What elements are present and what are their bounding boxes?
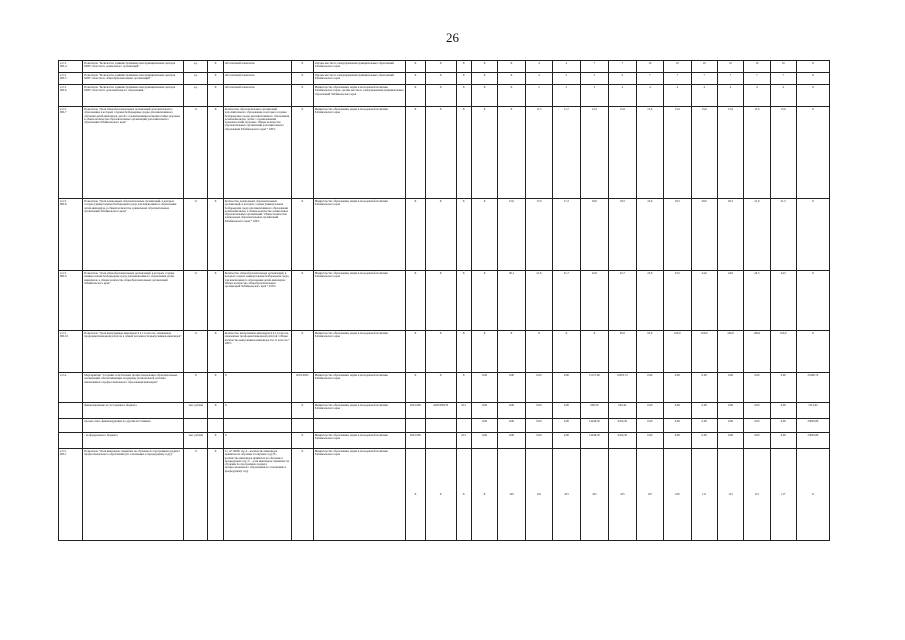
table-row xyxy=(59,107,830,199)
row-responsible: Министерство образования, науки и молодежной политики Забайкальского края, органы местного самоуправления муниципальных образований Забайкальского края xyxy=(313,85,405,107)
row-value: 24,0 xyxy=(691,271,717,331)
row-value: X xyxy=(553,331,580,373)
row-value: 0,00 xyxy=(498,433,525,449)
row-unit xyxy=(184,419,208,433)
row-unit: ед. xyxy=(184,85,208,107)
row-value xyxy=(406,419,426,433)
row-value: X xyxy=(456,61,471,73)
row-value: 603,42 xyxy=(609,403,636,419)
row-period: 2018-2025 xyxy=(291,373,313,403)
row-value: 2 xyxy=(525,85,552,107)
table-row xyxy=(59,61,830,73)
table-row xyxy=(59,85,830,107)
row-value: 20,5 xyxy=(717,199,743,271)
row-value: 15,6 xyxy=(636,107,663,199)
row-value: X xyxy=(425,199,456,271)
row-value: X xyxy=(456,449,471,541)
table-row xyxy=(59,449,830,541)
row-value: 0,00 xyxy=(525,373,552,403)
row-name: Показатель "Количество административных или муниципальных центров МПУ областного общеобразовательных организаций" xyxy=(83,73,184,85)
row-value: X xyxy=(406,449,426,541)
row-unit: % xyxy=(184,107,208,199)
row-value: X xyxy=(425,373,456,403)
row-value: 23695,80 xyxy=(796,433,829,449)
row-value: 0,00 xyxy=(664,419,691,433)
row-responsible: Органы местного самоуправления муниципальных образований Забайкальского края xyxy=(313,73,405,85)
row-value: 0,00 xyxy=(664,403,691,419)
row-name: Показатель "Количество административных или муниципальных центров МПУ областного дошкольного организаций" xyxy=(83,61,184,73)
row-value: 15,6 xyxy=(744,107,770,199)
row-value: 612 xyxy=(456,433,471,449)
row-value: 103 xyxy=(553,449,580,541)
row-value: 15,6 xyxy=(691,107,717,199)
row-value: 24,5 xyxy=(744,271,770,331)
row-period: X xyxy=(291,199,313,271)
row-value: 17,2 xyxy=(553,199,580,271)
row-value: 0,00 xyxy=(691,403,717,419)
row-value: 25206,72 xyxy=(796,373,829,403)
row-method: Количество общеобразовательных организаций, в которых создана универсальная безбарьерная среда, для инклюзивного образования детей-инвалидов / Общее количество общеобразовательных организаций Забайкальского края * 100% xyxy=(223,271,291,331)
row-unit: тыс. рублей xyxy=(184,433,208,449)
row-value: 0,00 xyxy=(553,433,580,449)
row-value: X xyxy=(456,107,471,199)
row-name: Показатель "Доля дошкольных образовательных организаций, в которых создана универсальная безбарьерная среда для инклюзивного образования детей-инвалидов, в общем количестве дошкольных образовательных организаций Забайкальского края" xyxy=(83,199,184,271)
row-unit: тыс. рублей xyxy=(184,403,208,419)
row-value: 0,00 xyxy=(770,373,796,403)
row-value: 10 xyxy=(636,61,663,73)
row-value: X xyxy=(796,73,829,85)
row-value: 15,0 xyxy=(498,199,525,271)
row-value: 0,00 xyxy=(770,433,796,449)
row-value: 1512,92 xyxy=(796,403,829,419)
row-value: 9452,30 xyxy=(609,419,636,433)
row-value: 0,00 xyxy=(498,419,525,433)
row-method: Количество выпускников-инвалидов 9 и 11 классов, охваченных профориентационной работой / Общее количество выпускников-инвалидов 9 и 11 классов * 100% xyxy=(223,331,291,373)
row-value: X xyxy=(796,107,829,199)
row-method xyxy=(223,419,291,433)
row-value: 105 xyxy=(580,449,609,541)
row-value: X xyxy=(525,331,552,373)
row-value: 4 xyxy=(770,85,796,107)
row-value: X xyxy=(425,73,456,85)
row-col-b: X xyxy=(208,85,223,107)
row-value: 0,00 xyxy=(664,373,691,403)
row-value: 107 xyxy=(636,449,663,541)
row-value: X xyxy=(425,449,456,541)
row-col-b: X xyxy=(208,199,223,271)
table-row xyxy=(59,433,830,449)
row-value: 10055,72 xyxy=(609,373,636,403)
row-method: X xyxy=(223,373,291,403)
row-responsible: Министерство образования, науки и молодежной политики Забайкальского края xyxy=(313,433,405,449)
row-period xyxy=(291,419,313,433)
row-value: X xyxy=(471,107,497,199)
row-value: 4 xyxy=(609,85,636,107)
row-value: X xyxy=(456,271,471,331)
row-value: 7 xyxy=(636,73,663,85)
row-responsible: Министерство образования, науки и молодежной политики Забайкальского края xyxy=(313,107,405,199)
row-method: X xyxy=(223,403,291,419)
row-name: Показатель "Доля общеобразовательных организаций дополнительного образования, в которых созданы безбарьерные среды для инклюзивного обучения детей-инвалидов, детей с ограниченными возможностями здоровья, в общем количестве образовательных организаций дополнительного образования Забайкальского края" xyxy=(83,107,184,199)
row-name: финансирование за счет краевого бюджета xyxy=(83,403,184,419)
row-value: 14,5 xyxy=(580,107,609,199)
row-unit: % xyxy=(184,271,208,331)
row-value: 0,00 xyxy=(717,433,743,449)
row-value: 18,0 xyxy=(580,199,609,271)
row-value: 6 xyxy=(609,73,636,85)
row-value: X xyxy=(471,271,497,331)
row-value: 2 xyxy=(553,85,580,107)
row-value: 0,00 xyxy=(717,373,743,403)
row-method: Количество образовательных организаций дополнительного образования, в которых созданы безбарьерные среды для инклюзивного образования детей-инвалидов, детей с ограниченными возможностями здоровья / Общее количество образовательных организаций дополнительного образования Забайкальского края * 100% xyxy=(223,107,291,199)
row-value: 0,00 xyxy=(770,419,796,433)
row-value xyxy=(425,433,456,449)
row-value: 19,5 xyxy=(664,199,691,271)
row-value: 4 xyxy=(553,61,580,73)
row-value: 22,0 xyxy=(580,271,609,331)
table-row xyxy=(59,331,830,373)
row-value: 7 xyxy=(691,73,717,85)
row-value: 11,5 xyxy=(525,107,552,199)
row-value: 4 xyxy=(525,61,552,73)
row-method: X xyxy=(223,433,291,449)
row-unit: % xyxy=(184,199,208,271)
row-value: 0,00 xyxy=(691,419,717,433)
row-value: 15,6 xyxy=(770,107,796,199)
row-value: 100 xyxy=(498,449,525,541)
row-value: X xyxy=(425,107,456,199)
row-value: X xyxy=(471,199,497,271)
row-value: 10 xyxy=(664,61,691,73)
row-value: X xyxy=(796,271,829,331)
row-period: X xyxy=(291,85,313,107)
row-responsible: Министерство образования, науки и молодежной политики Забайкальского края xyxy=(313,403,405,419)
row-col-b: X xyxy=(208,61,223,73)
row-value: X xyxy=(456,331,471,373)
row-name: Мероприятие "Создание сети базовых профессиональных образовательных организаций, обеспечивающих поддержку региональной системы инклюзивного профессионального образования инвалидов" xyxy=(83,373,184,403)
row-unit: % xyxy=(184,449,208,541)
row-value: X xyxy=(406,373,426,403)
row-responsible xyxy=(313,419,405,433)
row-value: 612 xyxy=(456,403,471,419)
row-value: 5 xyxy=(580,73,609,85)
row-value: 15157,00 xyxy=(580,373,609,403)
row-value: 17,0 xyxy=(525,199,552,271)
row-value xyxy=(425,419,456,433)
row-code: 2.2.3. ПП-8 xyxy=(59,199,83,271)
row-value: X xyxy=(471,61,497,73)
table-row xyxy=(59,419,830,433)
row-value: 0,00 xyxy=(525,419,552,433)
row-value: 0,00 xyxy=(471,373,497,403)
row-value: X xyxy=(406,271,426,331)
row-method: Абсолютный показатель xyxy=(223,73,291,85)
row-value: 21,6 xyxy=(525,271,552,331)
row-value: X xyxy=(471,85,497,107)
row-unit: ед. xyxy=(184,61,208,73)
row-responsible: Министерство образования, науки и молодежной политики Забайкальского края xyxy=(313,199,405,271)
row-value: 95,0 xyxy=(636,331,663,373)
row-value: 7 xyxy=(770,73,796,85)
row-value: 15,6 xyxy=(664,107,691,199)
table-row xyxy=(59,271,830,331)
row-value: X xyxy=(796,199,829,271)
row-value: 117 xyxy=(770,449,796,541)
row-value: X xyxy=(498,107,525,199)
row-value: 18,5 xyxy=(609,199,636,271)
row-name: Показатель "Доля инвалидов, принятых на обучение по программам среднего профессионального образования (по отношению к предыдущему году)" xyxy=(83,449,184,541)
row-value: X xyxy=(425,61,456,73)
row-responsible: Министерство образования, науки и молодежной политики Забайкальского края xyxy=(313,449,405,541)
row-value: 101 xyxy=(525,449,552,541)
row-value: X xyxy=(796,85,829,107)
row-name: Показатель "Доля выпускников-инвалидов 9 и 11 классов, охваченных профориентационной работой, в общей численности выпускников-инвалидов" xyxy=(83,331,184,373)
row-value: 4 xyxy=(744,85,770,107)
row-value: X xyxy=(471,449,497,541)
row-method: C= A*100/B, где A - количество инвалидов принятых на обучение в текущем году; B - количество инвалидов принятых на обучение в предыдущем году; C - доля инвалидов, принятых на обучение по программам среднего профессионального образования по отношению к предыдущему году xyxy=(223,449,291,541)
row-value: 0,00 xyxy=(525,403,552,419)
row-period: X xyxy=(291,433,313,449)
row-code xyxy=(59,419,83,433)
row-value: 15,6 xyxy=(717,107,743,199)
row-value: 0,00 xyxy=(636,433,663,449)
row-value: X xyxy=(425,85,456,107)
row-value: X xyxy=(456,199,471,271)
row-value: 100,0 xyxy=(717,331,743,373)
row-name: Показатель "Доля общеобразовательных организаций, в которых создана универсальная безбарьерная среда для инклюзивного образования детей-инвалидов, в общем количестве общеобразовательных организаций Забайкальского края" xyxy=(83,271,184,331)
row-value: 14249,50 xyxy=(580,433,609,449)
row-value: 4 xyxy=(664,85,691,107)
row-value: 0,00 xyxy=(664,433,691,449)
row-responsible: Министерство образования, науки и молодежной политики Забайкальского края xyxy=(313,271,405,331)
table-row xyxy=(59,199,830,271)
row-code xyxy=(59,433,83,449)
row-value: 0,00 xyxy=(471,403,497,419)
row-value: X xyxy=(498,85,525,107)
row-value: 20,0 xyxy=(691,199,717,271)
row-value: X xyxy=(406,331,426,373)
row-period: X xyxy=(291,73,313,85)
row-value: 4 xyxy=(636,85,663,107)
row-value: 0,00 xyxy=(744,403,770,419)
row-value: 0,00 xyxy=(717,419,743,433)
row-value: X xyxy=(498,61,525,73)
row-value: 0,00 xyxy=(744,419,770,433)
row-code xyxy=(59,403,83,419)
row-value: X xyxy=(796,61,829,73)
row-value: 7 xyxy=(580,61,609,73)
row-value: 0,00 xyxy=(636,373,663,403)
row-value: 23695,80 xyxy=(796,419,829,433)
row-value: 0,00 xyxy=(525,433,552,449)
row-value: 0,00 xyxy=(717,403,743,419)
row-method: Абсолютный показатель xyxy=(223,61,291,73)
row-value: 3 xyxy=(580,85,609,107)
row-code: 2.2.3. ПП-6 xyxy=(59,85,83,107)
row-code: 2.2.3. ПП-5 xyxy=(59,73,83,85)
table-row xyxy=(59,73,830,85)
row-period: X xyxy=(291,107,313,199)
row-value: 909,50 xyxy=(580,403,609,419)
row-value: 7 xyxy=(717,73,743,85)
row-unit: ед. xyxy=(184,73,208,85)
row-col-b: X xyxy=(208,449,223,541)
row-value: 21,7 xyxy=(553,271,580,331)
row-value: 026 1006 xyxy=(406,403,426,419)
row-value: X xyxy=(471,73,497,85)
row-value: 11,7 xyxy=(553,107,580,199)
indicators-table xyxy=(58,60,830,541)
row-col-b: X xyxy=(208,373,223,403)
row-value: 5 xyxy=(553,73,580,85)
row-code: 2.2.3. ПП-7 xyxy=(59,107,83,199)
row-period: X xyxy=(291,331,313,373)
row-col-b: X xyxy=(208,271,223,331)
row-value: X xyxy=(406,199,426,271)
row-code: 2.2.4. xyxy=(59,373,83,403)
row-responsible: Министерство образования, науки и молодежной политики Забайкальского края xyxy=(313,373,405,403)
row-value: 23,0 xyxy=(636,271,663,331)
row-value xyxy=(456,419,471,433)
page-number: 26 xyxy=(446,30,459,45)
row-value: 0,00 xyxy=(498,373,525,403)
row-value: 109 xyxy=(664,449,691,541)
row-name: - из федерального бюджета xyxy=(83,433,184,449)
row-value: X xyxy=(406,107,426,199)
row-value: X xyxy=(580,331,609,373)
row-unit: % xyxy=(184,331,208,373)
row-col-b: X xyxy=(208,433,223,449)
row-code: 2.2.3. ПП-9 xyxy=(59,271,83,331)
row-value: X xyxy=(406,73,426,85)
row-value: 100,0 xyxy=(664,331,691,373)
row-period: X xyxy=(291,61,313,73)
table-row xyxy=(59,373,830,403)
row-value: 115 xyxy=(744,449,770,541)
row-value: 24,0 xyxy=(717,271,743,331)
row-value: 105 xyxy=(609,449,636,541)
row-col-b: X xyxy=(208,403,223,419)
row-value: 0,00 xyxy=(636,419,663,433)
row-code: 2.2.3. ПП-10 xyxy=(59,331,83,373)
row-code: 2.2.3. ПП-4 xyxy=(59,61,83,73)
row-value: 2420ЛS0270 xyxy=(425,403,456,419)
row-col-b: X xyxy=(208,331,223,373)
row-col-b: X xyxy=(208,107,223,199)
row-value: 111 xyxy=(691,449,717,541)
row-value: 0,00 xyxy=(691,373,717,403)
row-value: 23,5 xyxy=(664,271,691,331)
row-value: X xyxy=(456,373,471,403)
row-value: 0,00 xyxy=(553,403,580,419)
row-value: 22,7 xyxy=(609,271,636,331)
row-method: Количество дошкольных образовательных организаций, в которых создана универсальная безбарьерная среда для инклюзивного образования детей-инвалидов, в общем количестве дошкольных образовательных организаций / Общее количество дошкольных образовательных организаций Забайкальского края * 100% xyxy=(223,199,291,271)
row-value: X xyxy=(796,449,829,541)
row-value: 0,00 xyxy=(553,373,580,403)
row-period: X xyxy=(291,271,313,331)
row-name: прочие ответ, финансирующие по другим источникам xyxy=(83,419,184,433)
row-value: 0,00 xyxy=(691,433,717,449)
row-value: 100,0 xyxy=(691,331,717,373)
row-value: 19,0 xyxy=(636,199,663,271)
row-value: 7 xyxy=(609,61,636,73)
row-value: 10 xyxy=(691,61,717,73)
row-period: X xyxy=(291,449,313,541)
row-value: 15,6 xyxy=(609,107,636,199)
row-value: X xyxy=(456,73,471,85)
row-col-b: X xyxy=(208,73,223,85)
row-value: 21,0 xyxy=(744,199,770,271)
row-value: 0,00 xyxy=(636,403,663,419)
row-value: X xyxy=(425,331,456,373)
row-value: X xyxy=(498,73,525,85)
row-value: 20,1 xyxy=(498,271,525,331)
row-code: 2.2.5. ПП-1 xyxy=(59,449,83,541)
row-value: 0,00 xyxy=(744,373,770,403)
row-responsible: Органы местного самоуправления муниципальных образований Забайкальского края xyxy=(313,61,405,73)
row-value: 7 xyxy=(744,73,770,85)
row-value: 100,0 xyxy=(770,331,796,373)
row-col-b xyxy=(208,419,223,433)
row-value: 10 xyxy=(770,61,796,73)
row-name: Показатель "Количество административных или муниципальных центров МПУ областного дополнительного образования" xyxy=(83,85,184,107)
row-value: 10 xyxy=(744,61,770,73)
row-value: 0,00 xyxy=(744,433,770,449)
row-value: X xyxy=(406,85,426,107)
row-value: 10 xyxy=(717,61,743,73)
row-value: 4 xyxy=(717,85,743,107)
row-unit: X xyxy=(184,373,208,403)
row-value: 113 xyxy=(717,449,743,541)
row-value: X xyxy=(406,61,426,73)
row-value: X xyxy=(471,331,497,373)
row-period: X xyxy=(291,403,313,419)
row-value: 4 xyxy=(525,73,552,85)
row-value: 9452,30 xyxy=(609,433,636,449)
row-value: 0,00 xyxy=(498,403,525,419)
row-value: 026 1006 xyxy=(406,433,426,449)
row-value: 95,0 xyxy=(609,331,636,373)
row-value: 7 xyxy=(664,73,691,85)
row-value: 14249,50 xyxy=(580,419,609,433)
row-method: Абсолютный показатель xyxy=(223,85,291,107)
row-value: X xyxy=(425,271,456,331)
row-value: 21,5 xyxy=(770,199,796,271)
row-value: 0,00 xyxy=(471,433,497,449)
row-value: 0,00 xyxy=(770,403,796,419)
row-value: 0,00 xyxy=(553,419,580,433)
row-value: 4 xyxy=(691,85,717,107)
row-value: 100,0 xyxy=(744,331,770,373)
row-value: X xyxy=(498,331,525,373)
row-responsible: Министерство образования, науки и молодежной политики Забайкальского края xyxy=(313,331,405,373)
row-value: X xyxy=(456,85,471,107)
row-value: 0,00 xyxy=(471,419,497,433)
row-value: 24,5 xyxy=(770,271,796,331)
row-value: X xyxy=(796,331,829,373)
table-row xyxy=(59,403,830,419)
